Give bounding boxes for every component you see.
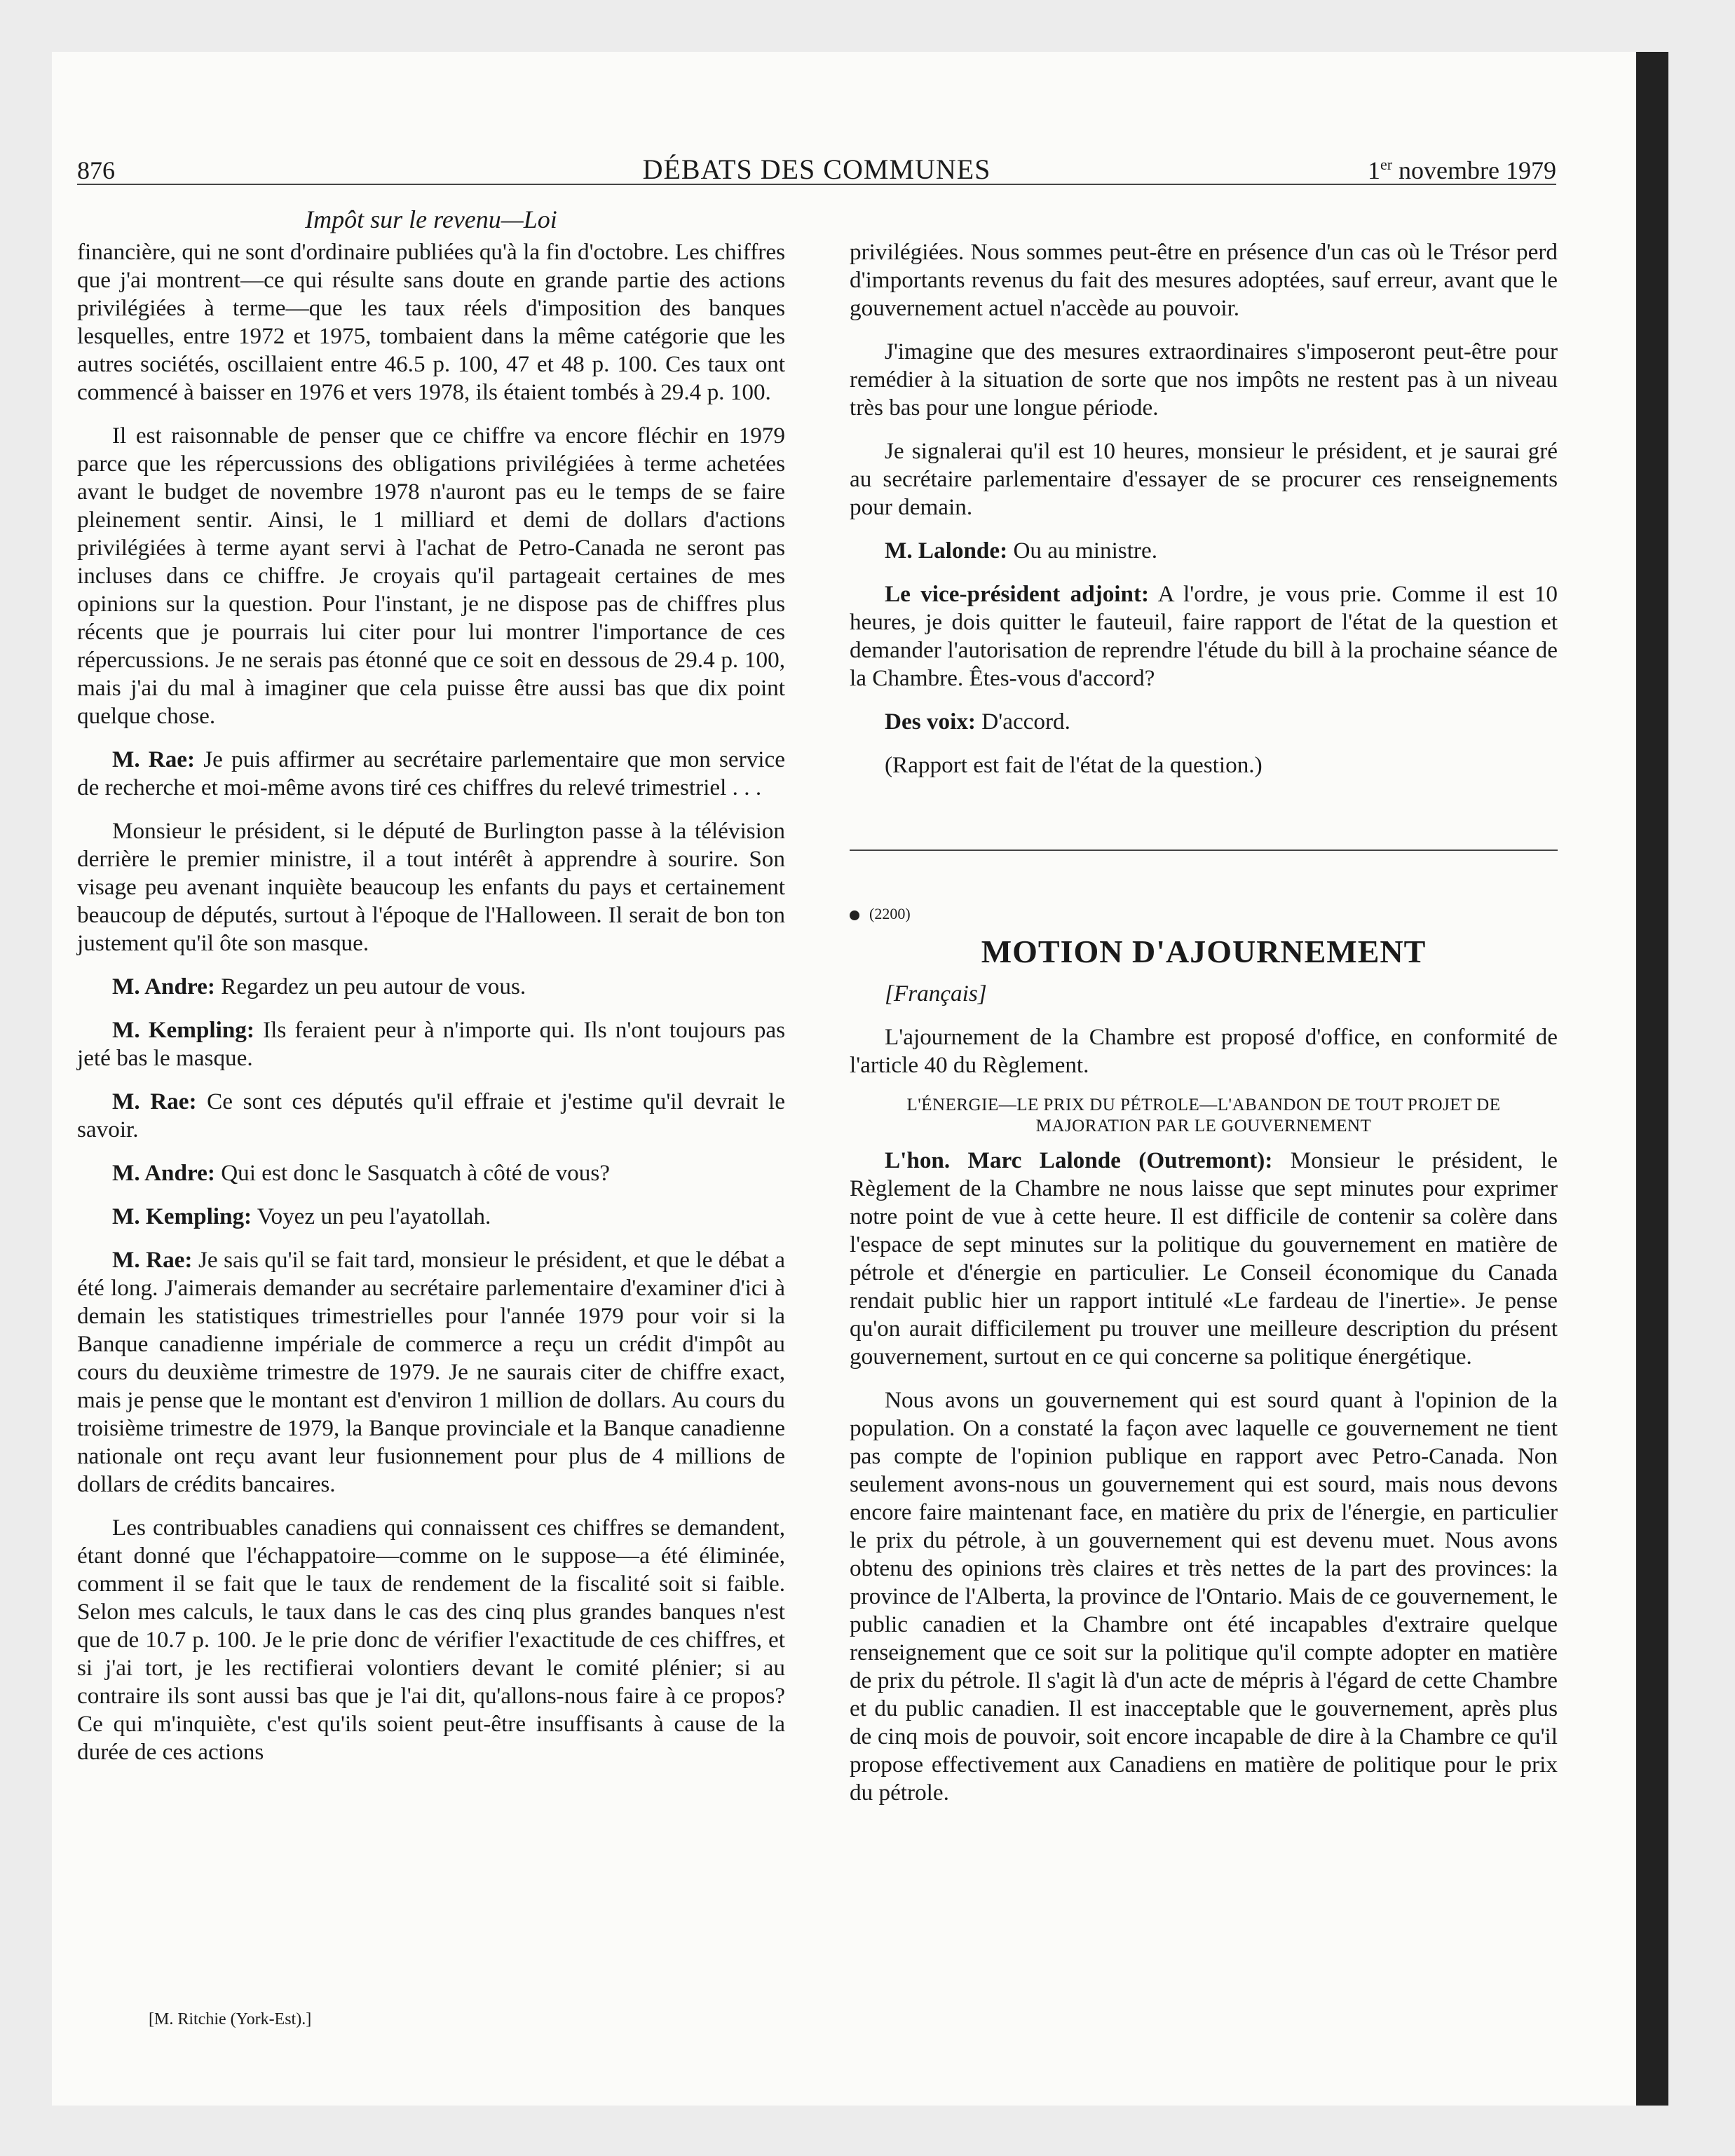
page-number: 876 [77,156,115,184]
paragraph: financière, qui ne sont d'ordinaire publiées qu'à la fin d'octobre. Les chiffres que j'ai montrent—ce qui résulte sans doute en grande partie des actions privilégiées à terme—que les taux réels d'imposition des banques lesquelles, entre 1972 et 1975, tombaient dans la même catégorie que les autres sociétés, oscillaient entre 46.5 p. 100, 47 et 48 p. 100. Ces taux ont commencé à baisser en 1976 et vers 1978, ils étaient tombés à 29.4 p. 100. [77,239,785,405]
speaker-name: M. Lalonde: [885,538,1008,564]
section-divider [850,850,1558,851]
speech: M. Andre: Regardez un peu autour de vous. [112,974,526,999]
speech: Le vice-président adjoint: A l'ordre, je vous prie. Comme il est 10 heures, je dois quitter le fauteuil, faire rapport de l'état de la question et demander l'autorisation de reprendre l'étude du bill à la prochaine séance de la Chambre. Êtes-vous d'accord? [850,581,1558,691]
speaker-name: M. Kempling: [112,1017,254,1043]
speaker-name: Le vice-président adjoint: [885,581,1150,607]
speech: M. Rae: Je sais qu'il se fait tard, monsieur le président, et que le débat a été long. J'aimerais demander au secrétaire parlementaire d'examiner d'ici à demain les statistiques trimestrielles pour l'année 1979 pour voir si la Banque canadienne impériale de commerce a reçu un crédit d'impôt au cours du deuxième trimestre de 1979. Je ne saurais citer de chiffre exact, mais je pense que le montant est d'environ 1 million de dollars. Au cours du troisième trimestre de 1979, la Banque provinciale et la Banque canadienne nationale ont reçu avant leur fusionnement pour plus de 4 millions de dollars de crédits bancaires. [77,1247,786,1497]
speaker-name: L'hon. Marc Lalonde (Outremont): [885,1147,1273,1173]
speaker-name: M. Kempling: [112,1203,252,1229]
speech: M. Andre: Qui est donc le Sasquatch à côté de vous? [112,1160,610,1186]
paragraph: Les contribuables canadiens qui connaissent ces chiffres se demandent, étant donné que l'échappatoire—comme on le suppose—a été éliminée, comment il se fait que le taux de rendement de la fiscalité soit si faible. Selon mes calculs, le taux dans le cas des cinq plus grandes banques n'est que de 10.7 p. 100. Je le prie donc de vérifier l'exactitude de ces chiffres, et si j'ai tort, je les rectifierai volontiers devant le comité plénier; si au contraire ils sont aussi bas que je l'ai dit, qu'allons-nous faire à ce propos? Ce qui m'inquiète, c'est qu'ils soient peut-être insuffisants à cause de la durée de ces actions [77,1515,785,1765]
speech: M. Lalonde: Ou au ministre. [885,538,1158,564]
paragraph: Je signalerai qu'il est 10 heures, monsieur le président, et je saurai gré au secrétaire parlementaire d'essayer de se procurer ces renseignements pour demain. [850,438,1558,520]
language-tag: [Français] [885,981,987,1007]
motion-heading: MOTION D'AJOURNEMENT [981,934,1427,969]
time-marker: (2200) [850,900,1558,928]
left-column [77,238,785,1766]
running-header [77,105,1556,185]
speech: M. Rae: Je puis affirmer au secrétaire parlementaire que mon service de recherche et moi-même avons tiré ces chiffres du relevé trimestriel . . . [77,746,785,800]
speaker-name: M. Rae: [112,746,196,772]
speaker-name: M. Andre: [112,1160,215,1186]
speech: L'hon. Marc Lalonde (Outremont): Monsieur le président, le Règlement de la Chambre ne nous laisse que sept minutes pour exprimer notre point de vue à cette heure. Il est difficile de contenir sa colère dans l'espace de sept minutes sur la politique du gouvernement en matière de pétrole et d'énergie en particulier. Le Conseil économique du Canada rendait public hier un rapport intitulé «Le fardeau de l'inertie». Je pense qu'on aurait difficilement pu trouver une meilleure description du présent gouvernement, surtout en ce qui concerne sa politique énergétique. [850,1147,1558,1370]
paragraph: L'ajournement de la Chambre est proposé d'office, en conformité de l'article 40 du Règlement. [850,1024,1558,1078]
paragraph: Monsieur le président, si le député de Burlington passe à la télévision derrière le premier ministre, il a tout intérêt à apprendre à sourire. Son visage peu avenant inquiète beaucoup les enfants du pays et certainement beaucoup de députés, surtout à l'époque de l'Halloween. Il serait de bon ton justement qu'il ôte son masque. [77,818,785,956]
section-subheader: Impôt sur le revenu—Loi [305,205,557,233]
bullet-dot-icon [850,910,859,920]
paragraph: privilégiées. Nous sommes peut-être en présence d'un cas où le Trésor perd d'importants revenus du fait des mesures adoptées, sauf erreur, avant que le gouvernement actuel n'accède au pouvoir. [850,239,1558,321]
speaker-footnote: [M. Ritchie (York-Est).] [149,2010,312,2028]
right-column [850,238,1558,1822]
publication-title: DÉBATS DES COMMUNES [642,153,991,185]
paragraph: Nous avons un gouvernement qui est sourd quant à l'opinion de la population. On a constaté la façon avec laquelle ce gouvernement ne tient pas compte de l'opinion publique en rapport avec Petro-Canada. Non seulement avons-nous un gouvernement qui est sourd, mais nous devons encore faire maintenant face, en matière du prix de l'énergie, en particulier le prix du pétrole, à un gouvernement qui est devenu muet. Nous avons obtenu des opinions très claires et très nettes de la part des provinces: la province de l'Alberta, la province de l'Ontario. Mais de ce gouvernement, le public canadien et la Chambre ont été incapables d'extraire quelque renseignement que ce soit sur la politique qu'il compte adopter en matière de prix du pétrole. Il s'agit là d'un acte de mépris à l'égard de cette Chambre et du public canadien. Il est inacceptable que le gouvernement, après plus de cinq mois de pouvoir, soit encore incapable de dire à la Chambre ce qu'il propose effectivement aux Canadiens en matière de politique pour le prix du pétrole. [850,1387,1558,1806]
speech: M. Kempling: Ils feraient peur à n'importe qui. Ils n'ont toujours pas jeté bas le masque. [77,1017,785,1071]
paragraph: J'imagine que des mesures extraordinaires s'imposeront peut-être pour remédier à la situation de sorte que nos impôts ne restent pas à un niveau très bas pour une longue période. [850,339,1558,421]
speech: M. Kempling: Voyez un peu l'ayatollah. [112,1203,491,1229]
speaker-name: M. Rae: [112,1247,193,1273]
paragraph: Il est raisonnable de penser que ce chiffre va encore fléchir en 1979 parce que les répercussions des obligations privilégiées à terme achetées avant le budget de novembre 1978 n'auront pas eu le temps de se faire pleinement sentir. Ainsi, le 1 milliard et demi de dollars d'actions privilégiées à terme ayant servi à l'achat de Petro-Canada ne seront pas incluses dans ce chiffre. Je croyais qu'il partageait certaines de mes opinions sur la question. Pour l'instant, je ne dispose pas de chiffres plus récents que je pourrais lui citer pour lui montrer l'importance de ces répercussions. Je ne serais pas étonné que ce soit en dessous de 29.4 p. 100, mais j'ai du mal à imaginer que cela puisse être aussi bas que dix point quelque chose. [77,423,785,729]
issue-date: 1er novembre 1979 [1367,156,1556,184]
subject-heading: L'ÉNERGIE—LE PRIX DU PÉTROLE—L'ABANDON DE TOUT PROJET DE MAJORATION PAR LE GOUVERNEMENT [906,1096,1501,1135]
speech: M. Rae: Ce sont ces députés qu'il effraie et j'estime qu'il devrait le savoir. [77,1089,786,1142]
speaker-name: M. Andre: [112,974,215,999]
speaker-name: M. Rae: [112,1089,197,1114]
speaker-name: Des voix: [885,709,976,735]
speech: Des voix: D'accord. [885,709,1070,735]
scan-edge-bar [1636,52,1668,2106]
paragraph: (Rapport est fait de l'état de la question.) [885,752,1263,778]
